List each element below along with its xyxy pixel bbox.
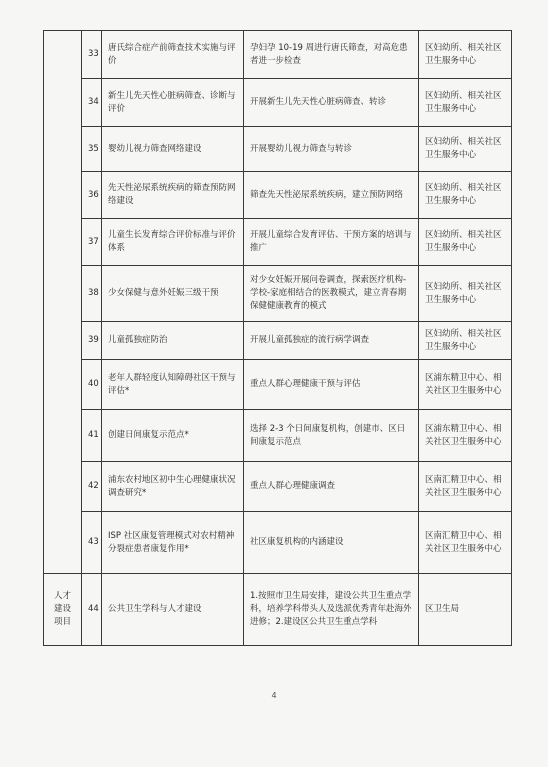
row-number: 33 bbox=[82, 31, 102, 79]
row-number: 42 bbox=[82, 462, 102, 512]
project-content: 开展儿童综合发育评估、干预方案的培训与推广 bbox=[244, 219, 419, 266]
row-number: 41 bbox=[82, 410, 102, 462]
row-number: 36 bbox=[82, 172, 102, 219]
project-content: 开展儿童孤独症的流行病学调查 bbox=[244, 322, 419, 360]
project-name: 创建日间康复示范点* bbox=[102, 410, 244, 462]
project-name: 浦东农村地区初中生心理健康状况调查研究* bbox=[102, 462, 244, 512]
project-content: 开展新生儿先天性心脏病筛查、转诊 bbox=[244, 79, 419, 127]
project-name: 公共卫生学科与人才建设 bbox=[102, 574, 244, 646]
responsible-unit: 区妇幼所、相关社区卫生服务中心 bbox=[419, 31, 512, 79]
project-content: 对少女妊娠开展问卷调查，探索医疗机构-学校-家庭相结合的医教模式，建立青春期保健健康教育的模式 bbox=[244, 266, 419, 322]
responsible-unit: 区妇幼所、相关社区卫生服务中心 bbox=[419, 322, 512, 360]
project-content: 重点人群心理健康调查 bbox=[244, 462, 419, 512]
project-content: 社区康复机构的内涵建设 bbox=[244, 512, 419, 574]
project-content: 开展婴幼儿视力筛查与转诊 bbox=[244, 127, 419, 172]
table-row bbox=[44, 127, 512, 172]
table-row bbox=[44, 410, 512, 462]
responsible-unit: 区妇幼所、相关社区卫生服务中心 bbox=[419, 219, 512, 266]
table-row bbox=[44, 322, 512, 360]
project-content: 筛查先天性泌尿系统疾病，建立预防网络 bbox=[244, 172, 419, 219]
project-name: 老年人群轻度认知障碍社区干预与评估* bbox=[102, 360, 244, 410]
project-content: 选择 2-3 个日间康复机构，创建市、区日间康复示范点 bbox=[244, 410, 419, 462]
responsible-unit: 区浦东精卫中心、相关社区卫生服务中心 bbox=[419, 360, 512, 410]
table-row bbox=[44, 219, 512, 266]
page-number: 4 bbox=[271, 691, 277, 700]
project-content: 1.按照市卫生局安排，建设公共卫生重点学科，培养学科带头人及选派优秀青年赴海外进修；2.建设区公共卫生重点学科 bbox=[244, 574, 419, 646]
project-name: 先天性泌尿系统疾病的筛查预防网络建设 bbox=[102, 172, 244, 219]
table-row bbox=[44, 462, 512, 512]
row-number: 37 bbox=[82, 219, 102, 266]
project-name: 儿童孤独症防治 bbox=[102, 322, 244, 360]
responsible-unit: 区妇幼所、相关社区卫生服务中心 bbox=[419, 127, 512, 172]
project-name: 新生儿先天性心脏病筛查、诊断与评价 bbox=[102, 79, 244, 127]
project-content: 孕妇孕 10-19 周进行唐氏筛查，对高危患者进一步检查 bbox=[244, 31, 419, 79]
table-row bbox=[44, 574, 512, 646]
row-number: 35 bbox=[82, 127, 102, 172]
row-number: 40 bbox=[82, 360, 102, 410]
category-cell-empty bbox=[44, 31, 82, 574]
project-name: 婴幼儿视力筛查网络建设 bbox=[102, 127, 244, 172]
project-name: 唐氏综合症产前筛查技术实施与评价 bbox=[102, 31, 244, 79]
row-number: 44 bbox=[82, 574, 102, 646]
table-row bbox=[44, 31, 512, 79]
category-label: 人才建设项目 bbox=[44, 574, 82, 646]
row-number: 38 bbox=[82, 266, 102, 322]
row-number: 34 bbox=[82, 79, 102, 127]
project-name: ISP 社区康复管理模式对农村精神分裂症患者康复作用* bbox=[102, 512, 244, 574]
table-row bbox=[44, 79, 512, 127]
row-number: 43 bbox=[82, 512, 102, 574]
responsible-unit: 区浦东精卫中心、相关社区卫生服务中心 bbox=[419, 410, 512, 462]
table-row bbox=[44, 512, 512, 574]
project-name: 儿童生长发育综合评价标准与评价体系 bbox=[102, 219, 244, 266]
responsible-unit: 区南汇精卫中心、相关社区卫生服务中心 bbox=[419, 512, 512, 574]
project-name: 少女保健与意外妊娠三级干预 bbox=[102, 266, 244, 322]
responsible-unit: 区妇幼所、相关社区卫生服务中心 bbox=[419, 79, 512, 127]
row-number: 39 bbox=[82, 322, 102, 360]
responsible-unit: 区妇幼所、相关社区卫生服务中心 bbox=[419, 266, 512, 322]
responsible-unit: 区卫生局 bbox=[419, 574, 512, 646]
responsible-unit: 区妇幼所、相关社区卫生服务中心 bbox=[419, 172, 512, 219]
table-row bbox=[44, 266, 512, 322]
table-row bbox=[44, 360, 512, 410]
project-content: 重点人群心理健康干预与评估 bbox=[244, 360, 419, 410]
table-row bbox=[44, 172, 512, 219]
project-table bbox=[43, 30, 512, 646]
responsible-unit: 区南汇精卫中心、相关社区卫生服务中心 bbox=[419, 462, 512, 512]
